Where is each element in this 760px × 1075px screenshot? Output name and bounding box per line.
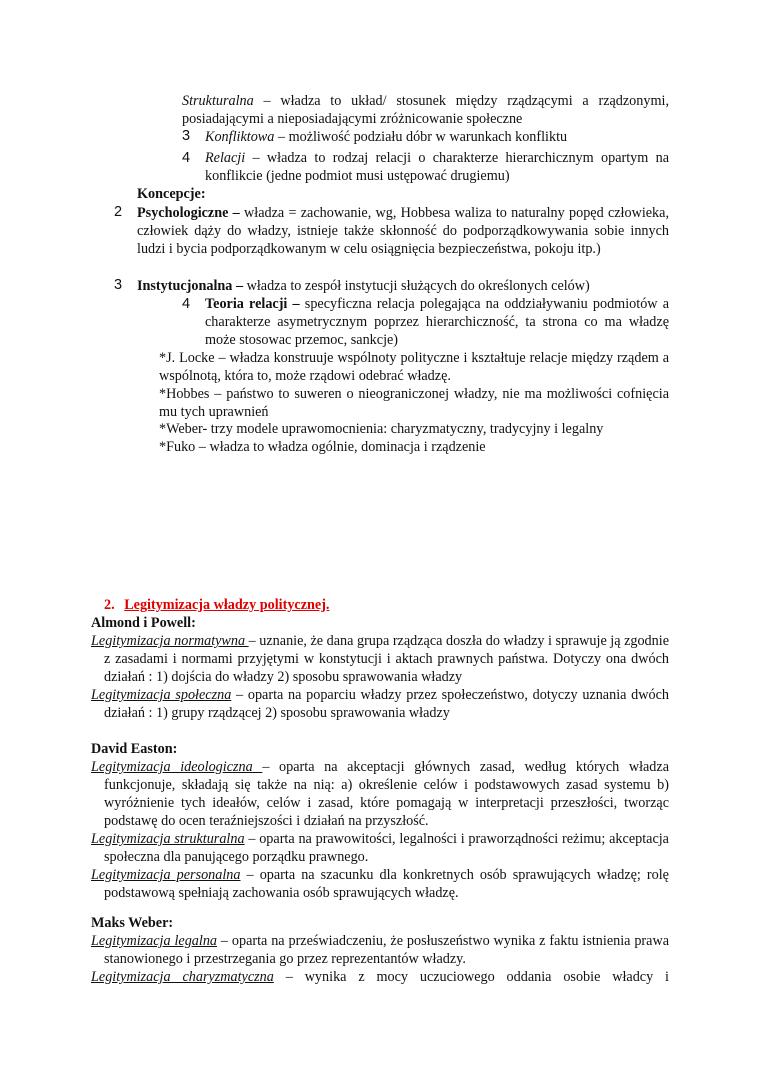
term: Legitymizacja legalna	[91, 933, 218, 949]
almond-powell-title: Almond i Powell:	[91, 615, 196, 631]
legit-personalna	[91, 866, 669, 902]
item-instytucjonalna	[137, 277, 669, 295]
term: Teoria relacji –	[205, 296, 305, 312]
term: Legitymizacja społeczna	[91, 687, 232, 703]
section-heading	[104, 596, 329, 614]
term: Legitymizacja ideologiczna	[91, 759, 263, 775]
definition: – możliwość podziału dóbr w warunkach konfliktu	[274, 129, 568, 145]
legit-charyzmatyczna	[91, 968, 669, 986]
definition: – oparta na poparciu władzy przez społeczeństwo, dotyczy uznania dwóch działań : 1) grupy rządzącej 2) sposobu sprawowania władzy	[104, 687, 669, 721]
note-fuko: *Fuko – władza to władza ogólnie, dominacja i rządzenie	[159, 439, 486, 455]
definition: – oparta na prawowitości, legalności i praworządności reżimu; akceptacja społeczna dla panującego porządku prawnego.	[104, 831, 669, 865]
weber-title: Maks Weber:	[91, 915, 174, 931]
term: Legitymizacja strukturalna	[91, 831, 245, 847]
definition: – wynika z mocy uczuciowego oddania osobie władcy i	[273, 969, 669, 985]
list-number: 3	[182, 128, 191, 144]
item-psychologiczne	[137, 204, 669, 258]
note-hobbes: *Hobbes – państwo to suweren o nieograniczonej władzy, nie ma możliwości cofnięcia mu tych uprawnień	[159, 386, 669, 420]
definition: – władza to układ/ stosunek między rządzącymi a rządzonymi, posiadającymi a nieposiadającymi zróżnicowanie społeczne	[182, 93, 669, 127]
legit-legalna	[91, 932, 669, 968]
definition: – uznanie, że dana grupa rządząca doszła do władzy i sprawuje ją zgodnie z zasadami i normami przyjętymi w konstytucji i aktach prawnych państwa. Dotyczy ona dwóch działań : 1) dojścia do władzy 2) sposobu sprawowania władzy	[104, 633, 669, 685]
easton-title: David Easton:	[91, 741, 178, 757]
term: Legitymizacja personalna	[91, 867, 241, 883]
item-relacji	[205, 149, 669, 185]
term: Relacji	[205, 150, 246, 166]
definition: władza to zespół instytucji służących do określonych celów)	[246, 278, 590, 294]
definition: – oparta na przeświadczeniu, że posłuszeństwo wynika z faktu istnienia prawa stanowionego i przestrzegania go przez reprezentantów władzy.	[104, 933, 669, 967]
list-number: 2	[114, 204, 123, 220]
term: Instytucjonalna –	[137, 278, 247, 294]
heading-number: 2.	[104, 597, 115, 613]
legit-strukturalna	[91, 830, 669, 866]
term: Legitymizacja normatywna	[91, 633, 249, 649]
definition: – władza to rodzaj relacji o charakterze hierarchicznym opartym na konflikcie (jedne podmiot musi ustępować drugiemu)	[205, 150, 669, 184]
term: Konfliktowa	[205, 129, 275, 145]
item-konfliktowa	[205, 128, 669, 146]
list-number: 4	[182, 150, 191, 166]
legit-ideologiczna	[91, 758, 669, 830]
item-teoria-relacji	[205, 295, 669, 349]
definition: – oparta na szacunku dla konkretnych osób sprawujących władzę; rolę podstawową spełniają zachowania osób sprawujących władzę.	[104, 867, 669, 901]
definition: władza = zachowanie, wg, Hobbesa waliza to naturalny popęd człowieka, człowiek dąży do władzy, istnieje także skłonność do podporządkowywania sobie innych ludzi i bycia podporządkowanym w celu osiągnięcia bezpieczeństwa, pokoju itp.)	[137, 205, 669, 257]
legit-normatywna	[91, 632, 669, 686]
heading-title: Legitymizacja władzy politycznej.	[124, 597, 330, 613]
definition: – oparta na akceptacji głównych zasad, według których władza funkcjonuje, składają się także na nią: a) określenie celów i podstawowych zasad systemu b) wyróżnienie tych ideałów, celów i zasad, które pomagają w interpretacji przeszłości, tworząc podstawę do ocen teraźniejszości i działań na przyszłość.	[104, 759, 669, 829]
legit-spoleczna	[91, 686, 669, 722]
koncepcje-heading: Koncepcje:	[137, 186, 206, 202]
list-number: 4	[182, 296, 191, 312]
note-locke: *J. Locke – władza konstruuje wspólnoty polityczne i kształtuje relacje między rządem a wspólnotą, która to, może rządowi odebrać władzę.	[159, 350, 669, 384]
term: Legitymizacja charyzmatyczna	[91, 969, 274, 985]
definition: specyficzna relacja polegająca na oddziaływaniu podmiotów a charakterze asymetrycznym poprzez hierarchiczność, ta strona co ma władzę może stosowac przemoc, sankcje)	[205, 296, 669, 348]
term: Psychologiczne –	[137, 205, 245, 221]
list-number: 3	[114, 277, 123, 293]
note-weber: *Weber- trzy modele uprawomocnienia: charyzmatyczny, tradycyjny i legalny	[159, 421, 604, 437]
item-strukturalna	[182, 92, 669, 128]
term: Strukturalna	[182, 93, 254, 109]
